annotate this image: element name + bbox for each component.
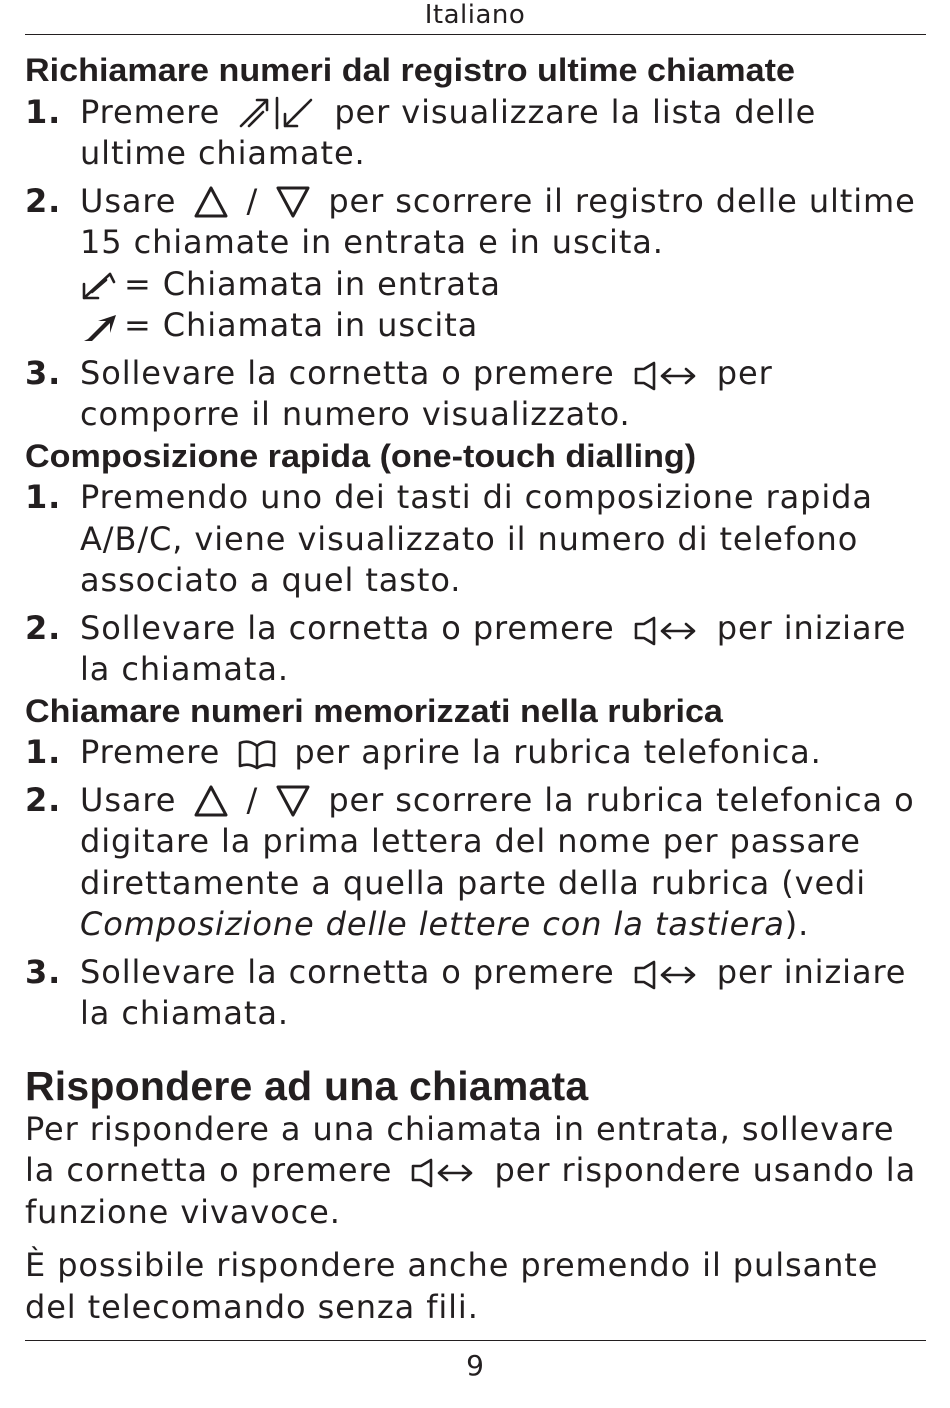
- page-content: [25, 50, 925, 1328]
- step-number: 3.: [25, 952, 62, 991]
- step-number: 1.: [25, 733, 62, 771]
- one-touch-steps: [25, 477, 925, 691]
- speakerphone-icon: [632, 616, 700, 646]
- section-title-call-log: Richiamare numeri dal registro ultime chiamate: [25, 52, 795, 88]
- legend-incoming: = Chiamata in entrata: [80, 264, 925, 306]
- step-number: 3.: [25, 353, 62, 392]
- outgoing-call-icon: [80, 311, 118, 343]
- list-item: 2. Sollevare la cornetta o premere per iniziare la chiamata.: [25, 608, 907, 688]
- section-title-phonebook: Chiamare numeri memorizzati nella rubrica: [25, 692, 723, 729]
- step-number: 2.: [25, 608, 62, 647]
- step-number: 1.: [25, 478, 62, 516]
- incoming-call-icon: [80, 270, 118, 302]
- list-item: 1. Premere per visualizzare la lista delle ultime chiamate.: [25, 92, 817, 172]
- arrow-down-icon: [275, 185, 311, 219]
- call-log-icon: [237, 96, 317, 130]
- arrow-down-icon: [275, 784, 311, 818]
- arrow-up-icon: [193, 185, 229, 219]
- step-number: 2.: [25, 181, 62, 220]
- list-item: 2. Usare / per scorrere il registro delle ultime 15 chiamate in entrata e in uscita. = Chiamata in entrata = Chiamata in uscita: [25, 181, 925, 347]
- list-item: 2. Usare / per scorrere la rubrica telefonica o digitare la prima lettera del nome per passare direttamente a quella parte della rubrica (vedi Composizione delle lettere con la tastiera).: [25, 780, 915, 943]
- list-item: 1. Premendo uno dei tasti di composizione rapida A/B/C, viene visualizzato il numero di telefono associato a quel tasto.: [25, 478, 873, 599]
- list-item: 1. Premere per aprire la rubrica telefonica.: [25, 732, 925, 774]
- call-log-steps: [25, 92, 925, 436]
- header-language: Italiano: [424, 0, 526, 30]
- step-number: 1.: [25, 92, 62, 131]
- header-divider: [25, 34, 926, 35]
- speakerphone-icon: [632, 960, 700, 990]
- section-title-answer: Rispondere ad una chiamata: [25, 1062, 589, 1109]
- speakerphone-icon: [409, 1158, 477, 1188]
- cross-reference: Composizione delle lettere con la tastiera: [80, 905, 785, 943]
- answer-paragraph-2: È possibile rispondere anche premendo il pulsante del telecomando senza fili.: [25, 1246, 879, 1326]
- answer-paragraph-1: Per rispondere a una chiamata in entrata, sollevare la cornetta o premere per rispondere usando la funzione vivavoce.: [25, 1109, 917, 1231]
- phonebook-icon: [237, 738, 277, 770]
- arrow-up-icon: [193, 784, 229, 818]
- page-number: 9: [466, 1349, 484, 1382]
- section-title-one-touch: Composizione rapida (one-touch dialling): [25, 437, 697, 474]
- legend-outgoing: = Chiamata in uscita: [80, 305, 925, 347]
- footer-divider: [25, 1340, 926, 1341]
- list-item: 3. Sollevare la cornetta o premere per iniziare la chiamata.: [25, 952, 907, 1032]
- list-item: 3. Sollevare la cornetta o premere per comporre il numero visualizzato.: [25, 353, 773, 433]
- phonebook-steps: [25, 732, 925, 1035]
- speakerphone-icon: [632, 361, 700, 391]
- step-number: 2.: [25, 780, 62, 819]
